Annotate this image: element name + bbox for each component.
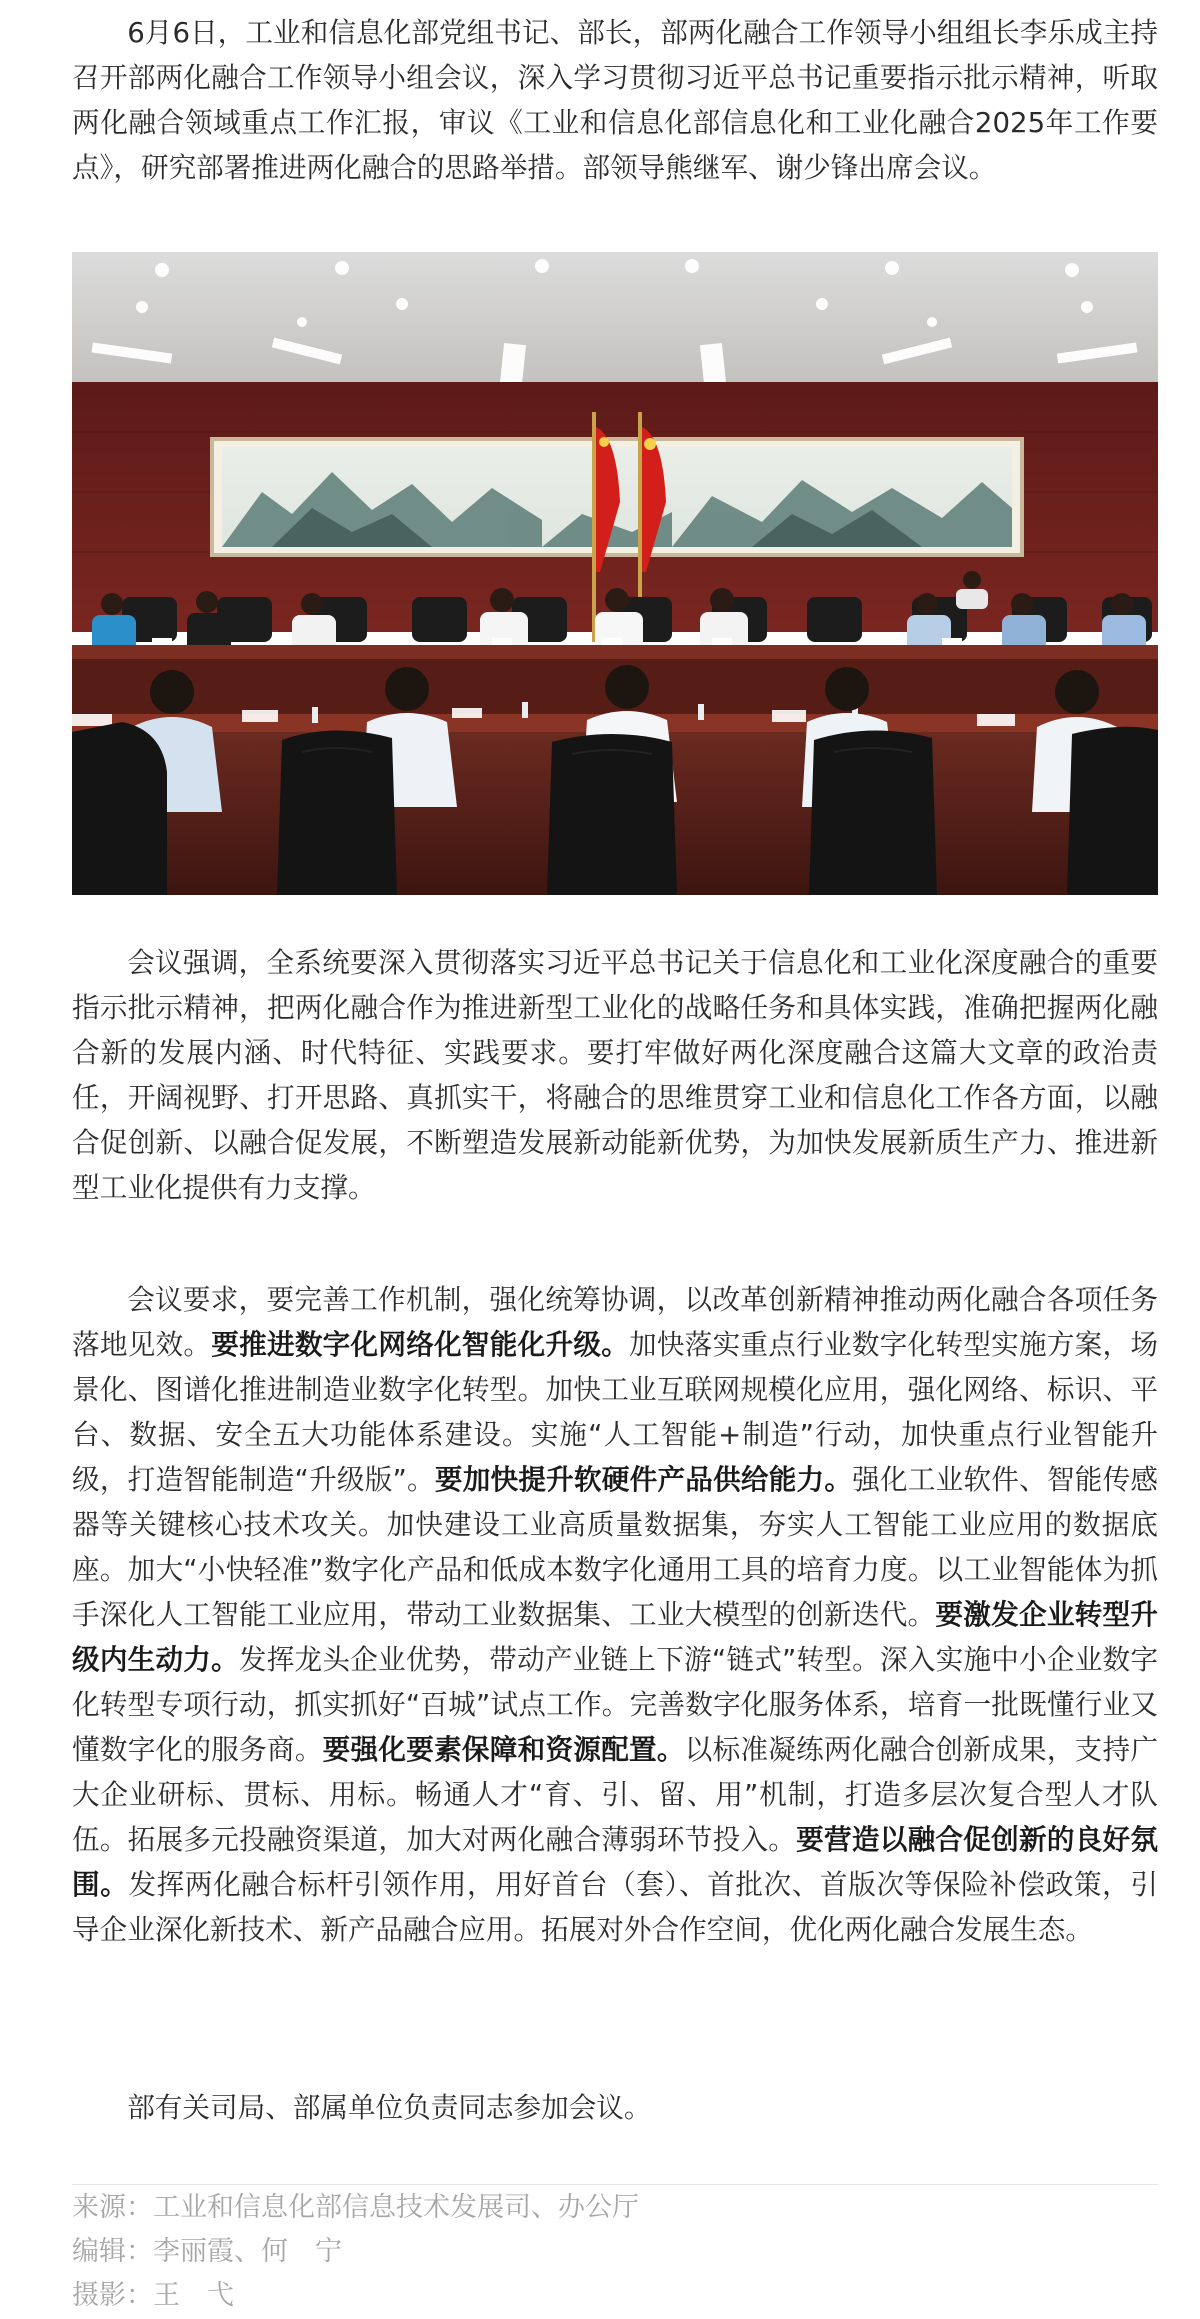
body-text: 6月6日，工业和信息化部党组书记、部长，部两化融合工作领导小组组长李乐成主持召开部两化融合工作领导小组会议，深入学习贯彻习近平总书记重要指示批示精神，听取两化融合领域重点工作汇报，审议《工业和信息化部信息化和工业化融合2025年工作要点》，研究部署推进两化融合的思路举措。部领导熊继军、谢少锋出席会议。 (72, 16, 1158, 184)
body-text: 以标准凝练两化融合创新成果，支持广大企业研标、贯标、用标。畅通人才“育、引、留、用”机制，打造多层次复合型人才队伍。拓展多元投融资渠道，加大对两化融合薄弱环节投入。 (72, 1733, 1158, 1856)
photographer-line: 摄影：王 弋 (72, 2280, 234, 2311)
body-text: 部有关司局、部属单位负责同志参加会议。 (127, 2091, 652, 2124)
body-text: 强化工业软件、智能传感器等关键核心技术攻关。加快建设工业高质量数据集，夯实人工智能工业应用的数据底座。加大“小快轻准”数字化产品和低成本数字化通用工具的培育力度。以工业智能体为抓手深化人工智能工业应用，带动工业数据集、工业大模型的创新迭代。 (72, 1463, 1158, 1631)
emphasis-paragraph (72, 940, 1158, 1210)
bold-heading-text: 要激发企业转型升级内生动力。 (72, 1598, 1158, 1676)
attendees-paragraph (72, 2085, 1158, 2130)
body-text: 发挥两化融合标杆引领作用，用好首台（套）、首批次、首版次等保险补偿政策，引导企业深化新技术、新产品融合应用。拓展对外合作空间，优化两化融合发展生态。 (72, 1868, 1158, 1946)
intro-paragraph (72, 10, 1158, 190)
meeting-photo (72, 252, 1158, 895)
requirements-paragraph (72, 1277, 1158, 1952)
source-line: 来源：工业和信息化部信息技术发展司、办公厅 (72, 2192, 639, 2223)
body-text: 发挥龙头企业优势，带动产业链上下游“链式”转型。深入实施中小企业数字化转型专项行动，抓实抓好“百城”试点工作。完善数字化服务体系，培育一批既懂行业又懂数字化的服务商。 (72, 1643, 1158, 1766)
bold-heading-text: 要强化要素保障和资源配置。 (322, 1733, 685, 1766)
bold-heading-text: 要营造以融合促创新的良好氛围。 (72, 1823, 1158, 1901)
body-text: 会议强调，全系统要深入贯彻落实习近平总书记关于信息化和工业化深度融合的重要指示批示精神，把两化融合作为推进新型工业化的战略任务和具体实践，准确把握两化融合新的发展内涵、时代特征、实践要求。要打牢做好两化深度融合这篇大文章的政治责任，开阔视野、打开思路、真抓实干，将融合的思维贯穿工业和信息化工作各方面，以融合促创新、以融合促发展，不断塑造发展新动能新优势，为加快发展新质生产力、推进新型工业化提供有力支撑。 (72, 946, 1158, 1204)
editor-line: 编辑：李丽霞、何 宁 (72, 2236, 342, 2267)
footer-divider (72, 2184, 1158, 2185)
body-text: 加快落实重点行业数字化转型实施方案，场景化、图谱化推进制造业数字化转型。加快工业互联网规模化应用，强化网络、标识、平台、数据、安全五大功能体系建设。实施“人工智能+制造”行动，加快重点行业智能升级，打造智能制造“升级版”。 (72, 1328, 1158, 1496)
body-text: 会议要求，要完善工作机制，强化统筹协调，以改革创新精神推动两化融合各项任务落地见效。 (72, 1283, 1158, 1361)
bold-heading-text: 要推进数字化网络化智能化升级。 (211, 1328, 630, 1361)
bold-heading-text: 要加快提升软硬件产品供给能力。 (434, 1463, 853, 1496)
